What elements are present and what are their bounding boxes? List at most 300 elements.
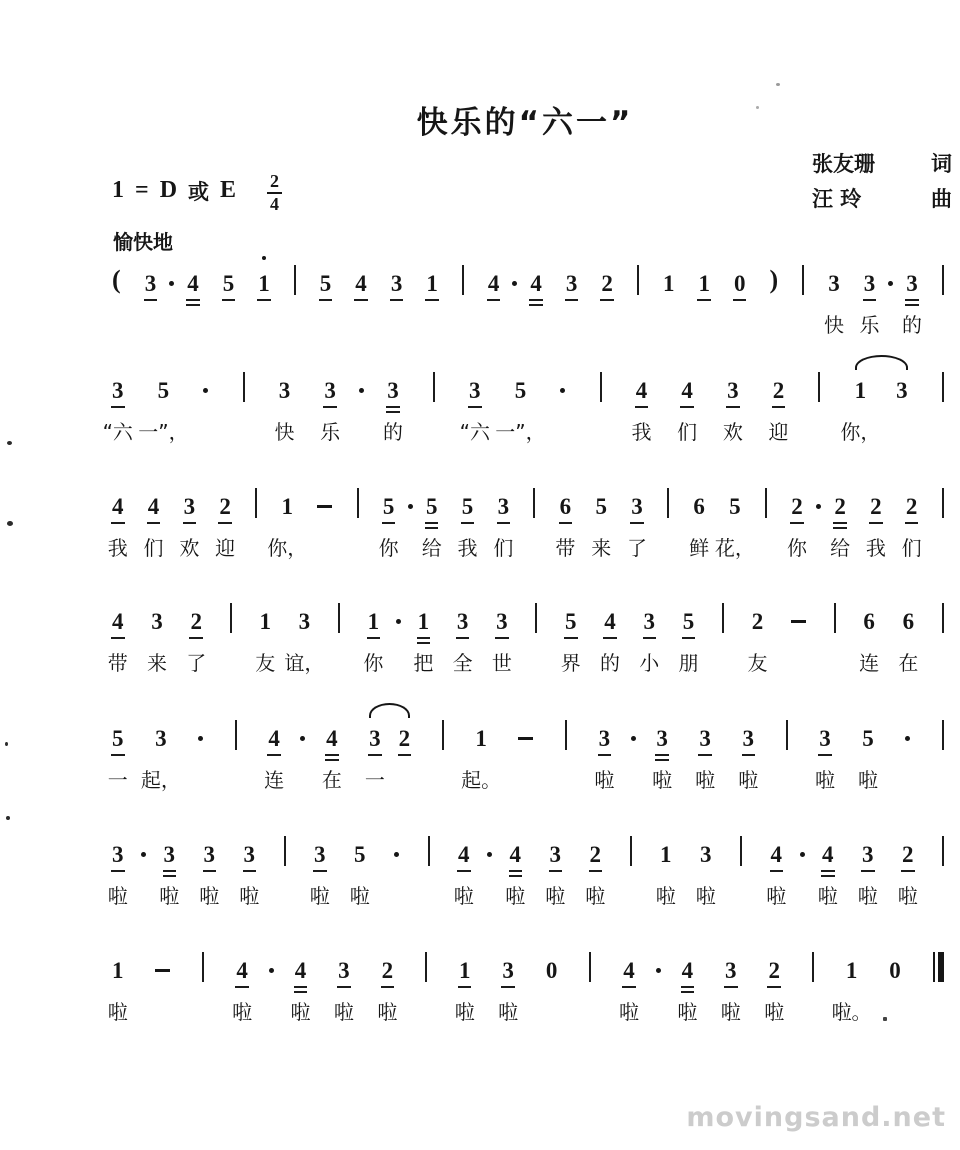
note-number: 5 [319, 271, 332, 296]
note [140, 720, 181, 792]
note [223, 265, 235, 295]
slur-arc [855, 355, 908, 370]
note-number: 2 [190, 609, 202, 634]
dash-line [155, 969, 170, 972]
barline [255, 488, 257, 518]
note [333, 952, 354, 1024]
note-number: 5 [112, 726, 124, 751]
note [766, 836, 787, 908]
final-barline [933, 952, 944, 982]
note [594, 720, 615, 792]
lyric: 一”， [138, 420, 189, 444]
lyric: 了 [186, 651, 207, 675]
barline [942, 372, 944, 402]
note-number: 5 [514, 378, 527, 403]
note-number: 1 [367, 609, 380, 634]
note-number: 6 [863, 609, 875, 634]
note [698, 265, 710, 295]
note [498, 952, 519, 1024]
lyric: 起。 [461, 768, 502, 792]
lyric: 的 [382, 420, 403, 444]
note-number: 3 [725, 958, 737, 983]
lyric: 迎 [768, 420, 789, 444]
lyric: 一 [364, 768, 385, 792]
barline [442, 720, 444, 750]
score-line [107, 488, 944, 560]
barline [765, 488, 767, 518]
lyric: 啦 [618, 1000, 639, 1024]
slur-arc [369, 703, 410, 718]
key-or-text: 或 [188, 179, 210, 204]
barline [284, 836, 286, 866]
note [145, 265, 157, 295]
rhythm-dot [396, 619, 401, 624]
note [814, 720, 835, 792]
note-number: 3 [298, 609, 311, 634]
barline [637, 265, 639, 295]
barline [428, 836, 430, 866]
note [143, 488, 164, 560]
lyric: 我 [865, 536, 886, 560]
rhythm-dot [800, 852, 805, 857]
note [239, 836, 260, 908]
slur-group [364, 720, 411, 792]
note-number: 5 [425, 494, 438, 519]
key-letter-a: D [159, 177, 178, 204]
score-line [107, 952, 944, 1024]
note-number: 3 [183, 494, 196, 519]
lyric: 界 [560, 651, 581, 675]
note [747, 603, 768, 675]
scan-artifact [756, 106, 759, 109]
note [179, 488, 200, 560]
note-number: 4 [604, 609, 616, 634]
lyric: 来 [591, 536, 612, 560]
note [601, 265, 613, 295]
note-number: 3 [112, 842, 124, 867]
note-number: 3 [278, 378, 291, 403]
barline [533, 488, 535, 518]
note [399, 720, 411, 750]
barline [802, 265, 804, 295]
rhythm-dot [816, 504, 821, 509]
note-number: 5 [461, 494, 474, 519]
note-number: 1 [845, 958, 858, 983]
note [146, 603, 167, 675]
lyric: 啦 [454, 1000, 475, 1024]
final-barline-thin [933, 952, 935, 982]
note-number: 3 [497, 494, 510, 519]
rhythm-dot [141, 852, 146, 857]
note-number: 4 [509, 842, 521, 867]
note [591, 488, 612, 560]
note [138, 372, 189, 444]
note [663, 265, 675, 295]
note [107, 488, 128, 560]
note-number: 5 [565, 609, 577, 634]
note [714, 488, 755, 560]
note [600, 603, 621, 675]
lyric: 给 [830, 536, 851, 560]
note-number: 3 [314, 842, 326, 867]
barline [565, 720, 567, 750]
note-number: 4 [294, 958, 307, 983]
note-number: 3 [565, 271, 578, 296]
scan-artifact [776, 83, 780, 86]
barline [589, 952, 591, 982]
lyric: 们 [143, 536, 164, 560]
note-number: 4 [822, 842, 834, 867]
note-number: 1 [417, 609, 430, 634]
key-equals: = [135, 177, 149, 204]
held-note-dash [155, 952, 170, 982]
note-number: 3 [727, 378, 739, 403]
note [321, 720, 342, 792]
close-paren: ) [769, 265, 779, 294]
note [898, 603, 919, 675]
note [102, 372, 133, 444]
note-number: 3 [863, 271, 876, 296]
barline [667, 488, 669, 518]
barline [235, 720, 237, 750]
note-number: 3 [631, 494, 643, 519]
note [493, 488, 514, 560]
slur-group [840, 372, 908, 444]
note-number: 4 [770, 842, 782, 867]
lyricist-role: 词 [931, 152, 952, 176]
lyric: 啦 [239, 884, 260, 908]
note-number: 2 [791, 494, 803, 519]
lyric: 一 [107, 768, 128, 792]
note [897, 836, 918, 908]
note-number: 3 [742, 726, 754, 751]
note [896, 372, 908, 402]
lyric: 快 [274, 420, 295, 444]
note [857, 836, 878, 908]
note [186, 603, 207, 675]
lyric: 起， [140, 768, 181, 792]
lyric: 们 [493, 536, 514, 560]
note [349, 836, 370, 908]
held-note-dash [518, 720, 533, 750]
note [859, 603, 880, 675]
note-number: 3 [549, 842, 561, 867]
lyric: 啦 [349, 884, 370, 908]
lyric: 带 [107, 651, 128, 675]
lyric: 啦 [498, 1000, 519, 1024]
note [585, 836, 606, 908]
barline [630, 836, 632, 866]
note [264, 720, 285, 792]
note-number: 3 [243, 842, 255, 867]
note [560, 603, 581, 675]
augmentation-dot [203, 388, 208, 393]
note-number: 3 [151, 609, 163, 634]
lyric: 在 [898, 651, 919, 675]
scan-artifact [5, 742, 8, 746]
note-number: 0 [733, 271, 746, 296]
note [627, 488, 647, 560]
note-number: 5 [862, 726, 874, 751]
note [689, 488, 710, 560]
note-number: 6 [559, 494, 572, 519]
note [786, 488, 807, 560]
held-note-dash [317, 488, 332, 518]
augmentation-dot [394, 852, 399, 857]
rhythm-dot [656, 968, 661, 973]
note-number: 2 [398, 726, 411, 751]
note-number: 5 [382, 494, 395, 519]
score-line [107, 603, 944, 675]
note-number: 1 [259, 609, 271, 634]
lyric: 的 [902, 313, 922, 337]
barline [942, 603, 944, 633]
note-number: 1 [112, 958, 124, 983]
note-number: 3 [163, 842, 175, 867]
lyric: 啦 [857, 884, 878, 908]
lyricist-name: 张友珊 [812, 152, 875, 176]
lyric: 连 [264, 768, 285, 792]
note-number: 3 [155, 726, 167, 751]
lyric: 啦 [677, 1000, 698, 1024]
key-do: 1 [112, 177, 124, 204]
rhythm-dot [487, 852, 492, 857]
note [107, 720, 128, 792]
scan-artifact [7, 441, 12, 445]
note [363, 603, 384, 675]
note [107, 836, 128, 908]
note-number: 4 [681, 378, 693, 403]
dash-line [518, 737, 533, 740]
note-number: 4 [487, 271, 500, 296]
note-number: 3 [862, 842, 874, 867]
rhythm-dot [512, 281, 517, 286]
barline [338, 603, 340, 633]
lyric: 啦 [377, 1000, 398, 1024]
note [901, 488, 922, 560]
note [831, 952, 872, 1024]
note-number: 4 [112, 494, 124, 519]
held-note-dash [791, 603, 806, 633]
lyric: 啦 [652, 768, 673, 792]
lyric: 的 [600, 651, 621, 675]
note [309, 836, 330, 908]
note [618, 952, 639, 1024]
note [461, 720, 502, 792]
note [232, 952, 253, 1024]
note [377, 952, 398, 1024]
note [722, 372, 743, 444]
note [452, 603, 473, 675]
note-number: 4 [236, 958, 248, 983]
note-number: 2 [751, 609, 764, 634]
augmentation-dot [198, 736, 203, 741]
note-number: 3 [819, 726, 831, 751]
lyric: 一”， [495, 420, 546, 444]
lyric: 花， [714, 536, 755, 560]
lyric: 你 [378, 536, 399, 560]
lyric: “六 [459, 420, 490, 444]
lyric: 啦 [695, 768, 716, 792]
rhythm-dot [408, 504, 413, 509]
note [738, 720, 759, 792]
note-number: 4 [530, 271, 542, 296]
note-number: 3 [896, 378, 908, 403]
note-number: 3 [338, 958, 350, 983]
note-number: 3 [456, 609, 469, 634]
lyric: 小 [639, 651, 660, 675]
note-number: 3 [598, 726, 611, 751]
lyric: 啦。 [831, 1000, 872, 1024]
lyric: 啦 [655, 884, 676, 908]
note [274, 372, 295, 444]
note [107, 603, 128, 675]
note [655, 836, 676, 908]
note [199, 836, 220, 908]
note-number: 2 [768, 958, 780, 983]
lyric: 我 [631, 420, 652, 444]
note [320, 372, 341, 444]
key-letter-b: E [220, 177, 237, 204]
note [865, 488, 886, 560]
lyric: 友 [747, 651, 768, 675]
barline [942, 720, 944, 750]
lyric: 乐 [320, 420, 341, 444]
note [817, 836, 838, 908]
note [678, 603, 699, 675]
lyric: 啦 [764, 1000, 785, 1024]
note-number: 1 [426, 271, 438, 296]
barline [942, 488, 944, 518]
rhythm-dot [888, 281, 893, 286]
open-paren: ( [112, 265, 121, 294]
note [413, 603, 434, 675]
watermark: movingsand.net [686, 1102, 946, 1133]
note-number: 5 [157, 378, 170, 403]
lyric: 啦 [720, 1000, 741, 1024]
note [823, 265, 844, 337]
note-number: 2 [902, 842, 914, 867]
barline [243, 372, 245, 402]
note [364, 720, 385, 792]
lyric: 啦 [594, 768, 615, 792]
note-number: 0 [889, 958, 901, 983]
lyric: 朋 [678, 651, 699, 675]
note-number: 4 [681, 958, 694, 983]
composer-role: 曲 [931, 187, 952, 211]
note-number: 4 [112, 609, 124, 634]
lyric: 啦 [817, 884, 838, 908]
note [454, 952, 475, 1024]
note-number: 3 [828, 271, 840, 296]
note [840, 372, 881, 444]
note [695, 720, 716, 792]
lyric: 你 [363, 651, 384, 675]
note [491, 603, 512, 675]
barline [834, 603, 836, 633]
note-number: 3 [906, 271, 918, 296]
rhythm-dot [169, 281, 174, 286]
note [459, 372, 490, 444]
note [107, 952, 128, 1024]
note [545, 836, 566, 908]
note [859, 265, 880, 337]
lyric: 来 [146, 651, 167, 675]
note-number: 3 [203, 842, 215, 867]
rhythm-dot [631, 736, 636, 741]
octave-dot [262, 256, 266, 260]
note [764, 952, 785, 1024]
note [695, 836, 716, 908]
note-number: 2 [601, 271, 613, 296]
note-number: 6 [693, 494, 705, 519]
lyric: 啦 [333, 1000, 354, 1024]
note [566, 265, 578, 295]
note-number: 4 [326, 726, 338, 751]
note [505, 836, 526, 908]
barline [600, 372, 602, 402]
note-number: 5 [354, 842, 366, 867]
lyric: 友 [255, 651, 276, 675]
barline [786, 720, 788, 750]
dash-line [317, 505, 332, 508]
lyric: 欢 [722, 420, 743, 444]
barline [202, 952, 204, 982]
lyric: 们 [677, 420, 698, 444]
note-number: 4 [458, 842, 470, 867]
barline [433, 372, 435, 402]
note [768, 372, 789, 444]
lyric: 你， [267, 536, 308, 560]
note [159, 836, 180, 908]
note [546, 952, 558, 982]
dash-line [791, 620, 806, 623]
note [889, 952, 901, 982]
note-number: 0 [545, 958, 558, 983]
note [457, 488, 478, 560]
note-number: 4 [187, 271, 199, 296]
note-number: 2 [834, 494, 846, 519]
note-number: 3 [387, 378, 399, 403]
note-number: 3 [699, 726, 711, 751]
note [284, 603, 325, 675]
time-signature-denominator: 4 [270, 193, 280, 214]
lyric: 啦 [107, 1000, 128, 1024]
lyric: 乐 [859, 313, 880, 337]
rhythm-dot [300, 736, 305, 741]
note-number: 1 [698, 271, 710, 296]
note-number: 6 [902, 609, 915, 634]
lyric: 把 [413, 651, 434, 675]
lyric: 啦 [766, 884, 787, 908]
note-number: 4 [268, 726, 280, 751]
barline [722, 603, 724, 633]
note-number: 5 [222, 271, 235, 296]
lyric: 啦 [159, 884, 180, 908]
note [290, 952, 311, 1024]
augmentation-dot [560, 388, 565, 393]
barline [740, 836, 742, 866]
barline [230, 603, 232, 633]
note-number: 1 [475, 726, 487, 751]
note-number: 3 [496, 609, 508, 634]
composer-name: 汪 玲 [812, 187, 862, 211]
lyric: “六 [102, 420, 133, 444]
note-number: 3 [144, 271, 157, 296]
lyric: 啦 [814, 768, 835, 792]
note [555, 488, 576, 560]
rhythm-dot [359, 388, 364, 393]
